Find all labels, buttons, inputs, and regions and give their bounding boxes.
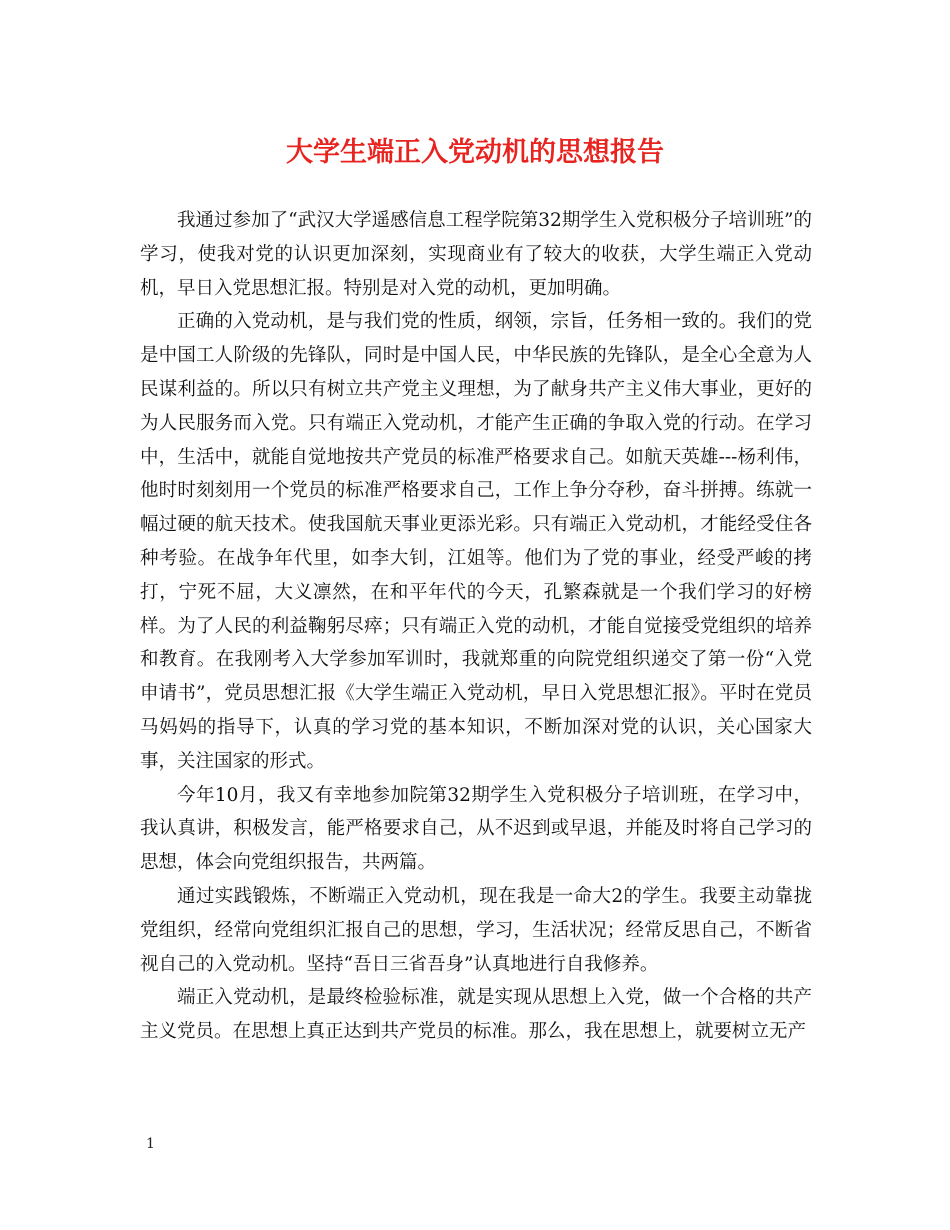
paragraph-3: 今年10月，我又有幸地参加院第32期学生入党积极分子培训班，在学习中，我认真讲，积极发言，能严格要求自己，从不迟到或早退，并能及时将自己学习的思想，体会向党组织报告，共两篇。 <box>140 784 812 874</box>
document-title: 大学生端正入党动机的思想报告 <box>286 137 664 168</box>
paragraph-4: 通过实践锻炼，不断端正入党动机，现在我是一命大2的学生。我要主动靠拢党组织，经常向党组织汇报自己的思想，学习，生活状况；经常反思自己，不断省视自己的入党动机。坚持“吾日三省吾身”认真地进行自我修养。 <box>140 885 812 975</box>
document-body <box>140 204 812 1049</box>
paragraph-2: 正确的入党动机，是与我们党的性质，纲领，宗旨，任务相一致的。我们的党是中国工人阶级的先锋队，同时是中国人民，中华民族的先锋队，是全心全意为人民谋利益的。所以只有树立共产党主义理想，为了献身共产主义伟大事业，更好的为人民服务而入党。只有端正入党动机，才能产生正确的争取入党的行动。在学习中，生活中，就能自觉地按共产党员的标准严格要求自己。如航天英雄---杨利伟，他时时刻刻用一个党员的标准严格要求自己，工作上争分夺秒，奋斗拼搏。练就一幅过硬的航天技术。使我国航天事业更添光彩。只有端正入党动机，才能经受住各种考验。在战争年代里，如李大钊，江姐等。他们为了党的事业，经受严峻的拷打，宁死不屈，大义凛然，在和平年代的今天，孔繁森就是一个我们学习的好榜样。为了人民的利益鞠躬尽瘁；只有端正入党的动机，才能自觉接受党组织的培养和教育。在我刚考入大学参加军训时，我就郑重的向院党组织递交了第一份“入党申请书”，党员思想汇报《大学生端正入党动机，早日入党思想汇报》。平时在党员马妈妈的指导下，认真的学习党的基本知识，不断加深对党的认识，关心国家大事，关注国家的形式。 <box>140 311 812 772</box>
paragraph-5: 端正入党动机，是最终检验标准，就是实现从思想上入党，做一个合格的共产主义党员。在思想上真正达到共产党员的标准。那么，我在思想上，就要树立无产 <box>140 987 812 1043</box>
page-number: 1 <box>146 1136 155 1152</box>
paragraph-1: 我通过参加了“武汉大学遥感信息工程学院第32期学生入党积极分子培训班”的学习，使我对党的认识更加深刻，实现商业有了较大的收获，大学生端正入党动机，早日入党思想汇报。特别是对入党的动机，更加明确。 <box>140 210 812 299</box>
